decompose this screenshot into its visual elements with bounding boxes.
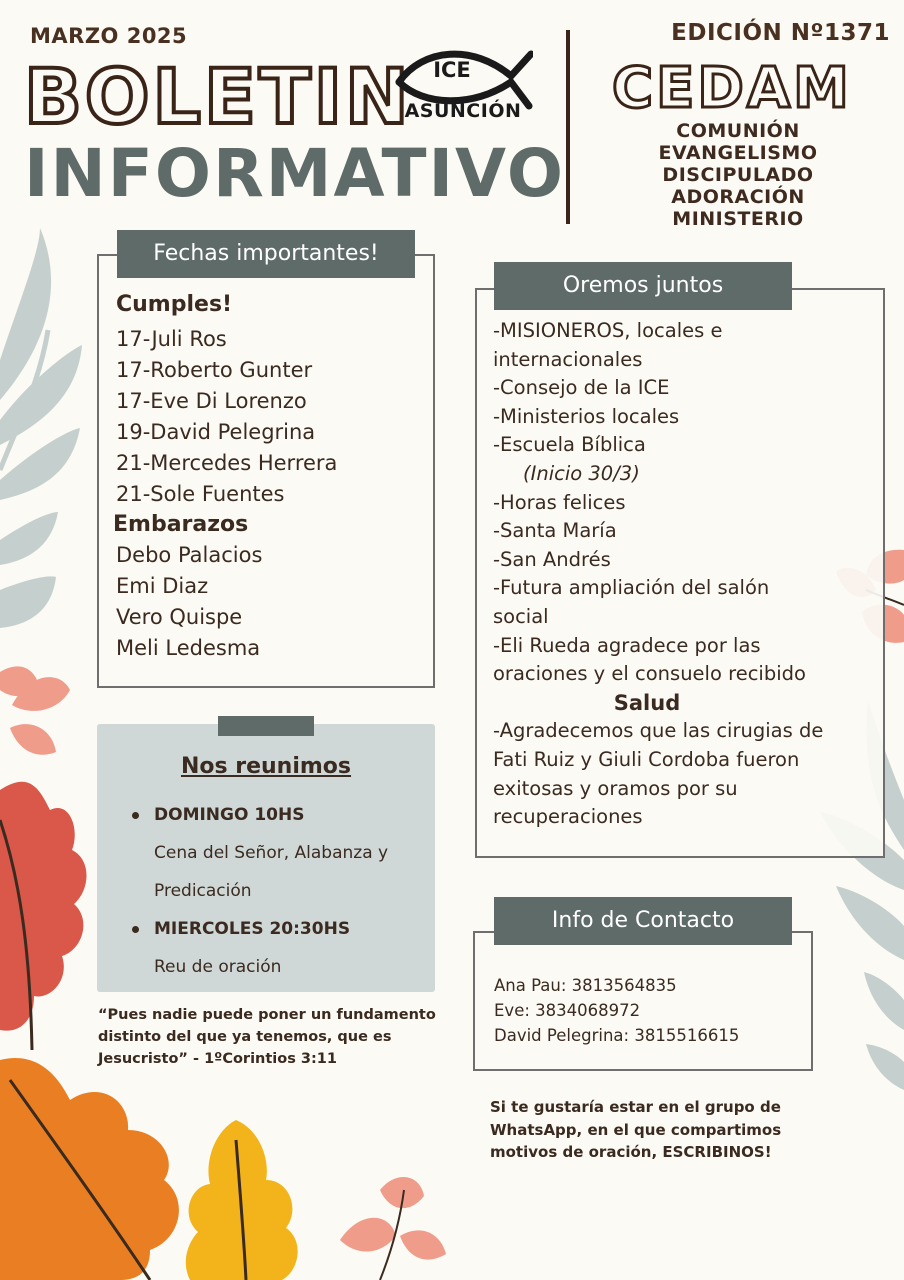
sage-leaf-right-5: [866, 1044, 904, 1090]
logo-text: ICE: [433, 58, 471, 82]
whatsapp-note: [490, 1096, 870, 1164]
pillar-item: MINISTERIO: [672, 208, 804, 230]
meetings-list: [130, 796, 426, 986]
prayer-line: internacionales: [493, 347, 643, 371]
prayer-list: [493, 317, 869, 832]
prayer-line: -Escuela Bíblica: [493, 433, 646, 457]
whatsapp-line: WhatsApp, en el que compartimos: [490, 1120, 782, 1139]
pillars-list: [600, 120, 876, 230]
prayer-line: -MISIONEROS, locales e: [493, 319, 723, 342]
prayer-line: -Futura ampliación del salón: [493, 576, 770, 600]
meeting-desc: Reu de oración: [154, 957, 282, 977]
issue-date: MARZO 2025: [30, 24, 188, 48]
sage-leaf-right-4: [864, 972, 904, 1030]
tape-decoration: [218, 716, 314, 736]
sage-leaf-right-3: [836, 886, 904, 960]
pink-leaf-bottom-3: [400, 1230, 446, 1259]
pillar-item: DISCIPULADO: [662, 164, 814, 186]
prayer-line: -Ministerios locales: [493, 404, 680, 428]
birthday-entry: 17-Eve Di Lorenzo: [116, 389, 307, 413]
birthday-entry: 21-Sole Fuentes: [116, 482, 285, 506]
fechas-content: [113, 290, 426, 664]
salud-title: Salud: [613, 690, 681, 715]
title-informativo: INFORMATIVO: [24, 135, 566, 212]
prayer-line: -Eli Rueda agradece por las: [493, 633, 761, 657]
pregnancy-entry: Vero Quispe: [116, 605, 243, 629]
contact-label: Info de Contacto: [494, 897, 792, 945]
prayer-line: -Horas felices: [493, 490, 626, 514]
health-line: recuperaciones: [493, 805, 643, 829]
org-name: CEDAM: [612, 56, 852, 121]
pregnancy-entry: Meli Ledesma: [116, 636, 261, 660]
prayer-line: -San Andrés: [493, 547, 611, 571]
prayer-line: social: [493, 604, 549, 628]
logo-city: ASUNCIÓN: [404, 100, 522, 122]
quote-line: “Pues nadie puede poner un fundamento: [98, 1007, 436, 1023]
pillar-item: COMUNIÓN: [676, 120, 800, 142]
health-line: Fati Ruiz y Giuli Cordoba fueron: [493, 747, 800, 771]
title-boletin: BOLETIN: [24, 52, 412, 141]
health-line: -Agradecemos que las cirugias de: [493, 719, 824, 743]
prayer-line: oraciones y el consuelo recibido: [493, 662, 806, 686]
prayer-line: -Consejo de la ICE: [493, 376, 670, 400]
contact-list: [494, 973, 804, 1048]
prayer-line: (Inicio 30/3): [523, 461, 640, 485]
red-leaf-left: [0, 782, 87, 1031]
quote-line: distinto del que ya tenemos, que es: [98, 1029, 392, 1045]
health-line: exitosas y oramos por su: [493, 776, 738, 800]
meeting-day: DOMINGO 10HS: [130, 796, 426, 834]
pregnancy-entry: Emi Diaz: [116, 574, 209, 598]
quote-line: Jesucristo” - 1ºCorintios 3:11: [98, 1051, 337, 1067]
contact-line: Ana Pau: 3813564835: [494, 976, 677, 995]
contact-line: David Pelegrina: 3815516615: [494, 1026, 740, 1045]
bible-quote: [98, 1004, 444, 1070]
sage-leaf-left-4: [0, 512, 58, 565]
pillar-item: EVANGELISMO: [658, 142, 818, 164]
whatsapp-line: motivos de oración, ESCRIBINOS!: [490, 1143, 772, 1161]
pillar-item: ADORACIÓN: [671, 186, 805, 208]
sage-leaf-left-5: [0, 576, 56, 628]
fechas-label: Fechas importantes!: [117, 230, 415, 278]
orange-leaf-bottom: [0, 1058, 179, 1280]
birthday-entry: 19-David Pelegrina: [116, 420, 316, 444]
birthday-entry: 17-Roberto Gunter: [116, 358, 313, 382]
whatsapp-line: Si te gustaría estar en el grupo de: [490, 1098, 781, 1116]
cumples-title: Cumples!: [116, 292, 233, 317]
meeting-desc: Cena del Señor, Alabanza y: [154, 843, 389, 863]
contact-line: Eve: 3834068972: [494, 1001, 641, 1020]
birthday-entry: 21-Mercedes Herrera: [116, 451, 338, 475]
edition-number: EDICIÓN Nº1371: [671, 20, 890, 46]
embarazos-title: Embarazos: [113, 512, 249, 537]
meeting-desc: Predicación: [154, 881, 252, 901]
oremos-label: Oremos juntos: [494, 262, 792, 310]
pregnancy-entry: Debo Palacios: [116, 543, 263, 567]
meeting-day: MIERCOLES 20:30HS: [130, 910, 426, 948]
prayer-line: -Santa María: [493, 519, 617, 543]
pink-leaf-left-3: [10, 724, 56, 755]
pink-leaf-bottom-1: [340, 1218, 396, 1252]
header-divider: [566, 30, 570, 224]
reunimos-title: Nos reunimos: [180, 754, 352, 779]
birthday-entry: 17-Juli Ros: [116, 327, 227, 351]
